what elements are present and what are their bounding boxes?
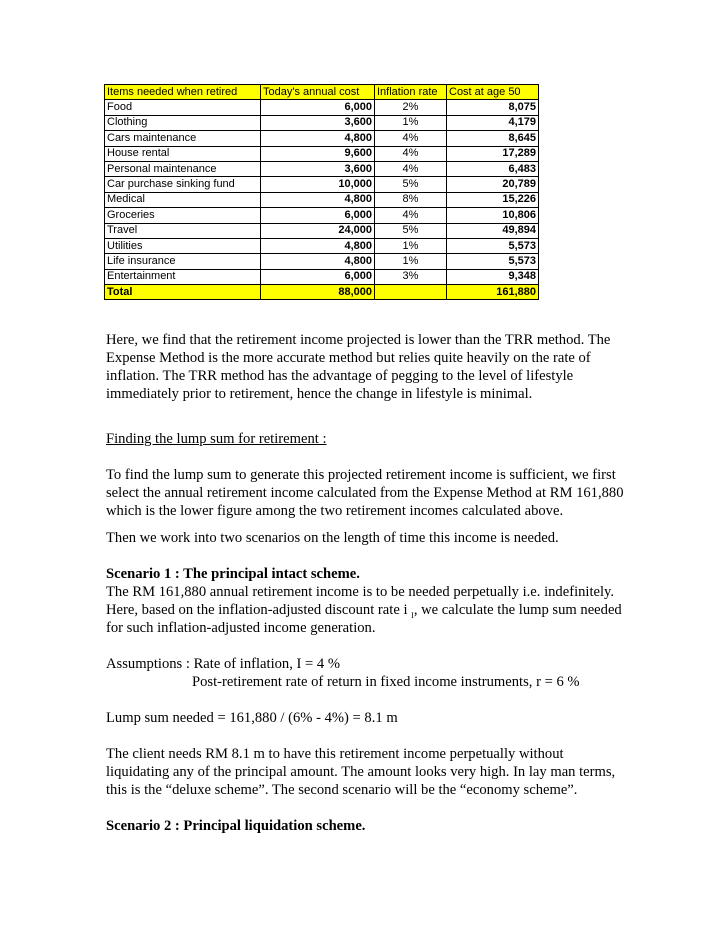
row-item: Cars maintenance [105, 131, 261, 146]
row-future: 5,573 [447, 254, 539, 269]
table-row [105, 146, 539, 161]
paragraph-lump-sum-intro: To find the lump sum to generate this projected retirement income is sufficient, we first select the annual retirement income calculated from the Expense Method at RM 161,880 which is the lower figure among the two retirement incomes calculated above. [106, 467, 624, 519]
paragraph-scenarios: Then we work into two scenarios on the length of time this income is needed. [106, 530, 559, 546]
header-cost-at-50: Cost at age 50 [447, 85, 539, 100]
row-future: 17,289 [447, 146, 539, 161]
table-row [105, 238, 539, 253]
row-item: Travel [105, 223, 261, 238]
row-rate: 1% [375, 254, 447, 269]
header-items: Items needed when retired [105, 85, 261, 100]
lump-sum-formula: Lump sum needed = 161,880 / (6% - 4%) = 8.1 m [106, 710, 398, 726]
row-rate: 4% [375, 161, 447, 176]
table-row [105, 115, 539, 130]
row-cost: 4,800 [261, 238, 375, 253]
paragraph-deluxe: The client needs RM 8.1 m to have this retirement income perpetually without liquidating any of the principal amount. The amount looks very high. In lay man terms, this is the “deluxe scheme”. The second scenario will be the “economy scheme”. [106, 746, 616, 798]
row-rate: 4% [375, 208, 447, 223]
total-future: 161,880 [447, 285, 539, 300]
row-rate: 4% [375, 131, 447, 146]
row-item: Food [105, 100, 261, 115]
table-row [105, 100, 539, 115]
row-rate: 1% [375, 238, 447, 253]
scenario-1-line-2b: , we calculate the lump sum needed [413, 602, 622, 618]
row-cost: 3,600 [261, 161, 375, 176]
table-header-row [105, 85, 539, 100]
row-future: 6,483 [447, 161, 539, 176]
total-cost: 88,000 [261, 285, 375, 300]
table-row [105, 161, 539, 176]
table-row [105, 177, 539, 192]
row-cost: 4,800 [261, 192, 375, 207]
row-item: Personal maintenance [105, 161, 261, 176]
row-future: 9,348 [447, 269, 539, 284]
row-future: 8,645 [447, 131, 539, 146]
row-rate: 3% [375, 269, 447, 284]
row-rate: 1% [375, 115, 447, 130]
table-row [105, 254, 539, 269]
table-row [105, 223, 539, 238]
table-row [105, 269, 539, 284]
row-cost: 4,800 [261, 254, 375, 269]
row-future: 4,179 [447, 115, 539, 130]
row-item: Groceries [105, 208, 261, 223]
scenario-1-title: Scenario 1 : The principal intact scheme. [106, 566, 360, 582]
row-item: Car purchase sinking fund [105, 177, 261, 192]
table-row [105, 208, 539, 223]
row-cost: 9,600 [261, 146, 375, 161]
row-rate: 5% [375, 223, 447, 238]
row-future: 5,573 [447, 238, 539, 253]
row-rate: 4% [375, 146, 447, 161]
subscript-i: I [411, 610, 414, 620]
row-cost: 6,000 [261, 100, 375, 115]
scenario-2-title: Scenario 2 : Principal liquidation scheme. [106, 818, 366, 834]
header-inflation-rate: Inflation rate [375, 85, 447, 100]
row-future: 15,226 [447, 192, 539, 207]
scenario-1-line-3: for such inflation-adjusted income generation. [106, 620, 376, 636]
row-future: 8,075 [447, 100, 539, 115]
header-annual-cost: Today's annual cost [261, 85, 375, 100]
table-row [105, 192, 539, 207]
row-cost: 4,800 [261, 131, 375, 146]
assumption-return: Post-retirement rate of return in fixed income instruments, r = 6 % [192, 674, 580, 690]
row-rate: 5% [375, 177, 447, 192]
row-future: 49,894 [447, 223, 539, 238]
total-rate [375, 285, 447, 300]
paragraph-comparison: Here, we find that the retirement income projected is lower than the TRR method. The Expense Method is the more accurate method but relies quite heavily on the rate of inflation. The TRR method has the advantage of pegging to the level of lifestyle immediately prior to retirement, hence the change in lifestyle is minimal. [106, 332, 611, 402]
total-label: Total [105, 285, 261, 300]
row-future: 20,789 [447, 177, 539, 192]
retirement-expense-table [104, 84, 539, 300]
table-total-row [105, 285, 539, 300]
row-cost: 24,000 [261, 223, 375, 238]
row-item: Entertainment [105, 269, 261, 284]
row-item: House rental [105, 146, 261, 161]
heading-lump-sum: Finding the lump sum for retirement : [106, 431, 327, 447]
row-future: 10,806 [447, 208, 539, 223]
row-item: Life insurance [105, 254, 261, 269]
row-item: Medical [105, 192, 261, 207]
row-cost: 10,000 [261, 177, 375, 192]
scenario-1-line-2a: Here, based on the inflation-adjusted discount rate i [106, 602, 408, 618]
row-cost: 6,000 [261, 269, 375, 284]
row-cost: 3,600 [261, 115, 375, 130]
row-rate: 8% [375, 192, 447, 207]
row-rate: 2% [375, 100, 447, 115]
assumption-inflation: Assumptions : Rate of inflation, I = 4 % [106, 656, 341, 672]
table-row [105, 131, 539, 146]
scenario-1-line-1: The RM 161,880 annual retirement income is to be needed perpetually i.e. indefinitely. [106, 584, 615, 600]
row-cost: 6,000 [261, 208, 375, 223]
row-item: Clothing [105, 115, 261, 130]
row-item: Utilities [105, 238, 261, 253]
